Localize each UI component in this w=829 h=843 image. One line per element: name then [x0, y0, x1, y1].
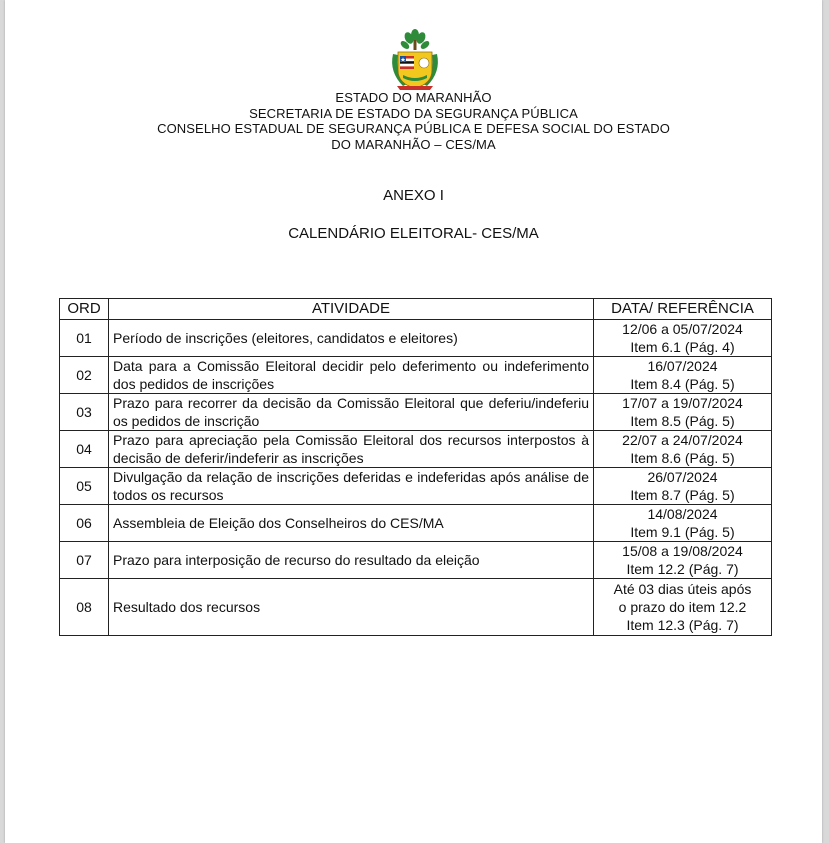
date-cell: [594, 357, 772, 394]
activity-cell: Assembleia de Eleição dos Conselheiros do CES/MA: [109, 505, 594, 542]
date-reference: Item 8.5 (Pág. 5): [630, 413, 735, 429]
table-row: [60, 394, 772, 431]
ord-cell: 02: [60, 357, 109, 394]
date-range: 26/07/2024: [647, 469, 718, 485]
date-range: 16/07/2024: [647, 358, 718, 374]
date-range: 17/07 a 19/07/2024: [622, 395, 743, 411]
table-row: [60, 505, 772, 542]
ord-cell: 08: [60, 579, 109, 636]
maranhao-coat-of-arms-icon: [383, 28, 447, 92]
activity-cell: Período de inscrições (eleitores, candidatos e eleitores): [109, 320, 594, 357]
date-range: 15/08 a 19/08/2024: [622, 543, 743, 559]
table-header-row: [60, 299, 772, 320]
date-reference: Item 8.6 (Pág. 5): [630, 450, 735, 466]
ord-cell: 03: [60, 394, 109, 431]
date-cell: [594, 542, 772, 579]
activity-cell: Prazo para interposição de recurso do resultado da eleição: [109, 542, 594, 579]
date-deadline-continued: o prazo do item 12.2: [618, 599, 747, 615]
calendar-title: CALENDÁRIO ELEITORAL- CES/MA: [288, 225, 539, 242]
ord-cell: 05: [60, 468, 109, 505]
document-header: [5, 90, 822, 152]
date-reference: Item 12.3 (Pág. 7): [626, 617, 739, 633]
date-cell: [594, 505, 772, 542]
date-range: 12/06 a 05/07/2024: [622, 321, 743, 337]
document-page: [5, 0, 822, 843]
column-header-date: DATA/ REFERÊNCIA: [594, 299, 772, 320]
table-row: [60, 468, 772, 505]
date-reference: Item 6.1 (Pág. 4): [630, 339, 735, 355]
ord-cell: 04: [60, 431, 109, 468]
date-reference: Item 9.1 (Pág. 5): [630, 524, 735, 540]
table-row: [60, 579, 772, 636]
date-cell: [594, 579, 772, 636]
date-range: 14/08/2024: [647, 506, 718, 522]
ord-cell: 06: [60, 505, 109, 542]
date-reference: Item 12.2 (Pág. 7): [626, 561, 739, 577]
activity-cell: Prazo para recorrer da decisão da Comissão Eleitoral que deferiu/indeferiu os pedidos de inscrição: [109, 394, 594, 431]
activity-cell: Prazo para apreciação pela Comissão Eleitoral dos recursos interpostos à decisão de deferir/indeferir as inscrições: [109, 431, 594, 468]
date-reference: Item 8.4 (Pág. 5): [630, 376, 735, 392]
activity-cell: Divulgação da relação de inscrições deferidas e indeferidas após análise de todos os recursos: [109, 468, 594, 505]
ord-cell: 01: [60, 320, 109, 357]
activity-cell: Data para a Comissão Eleitoral decidir pelo deferimento ou indeferimento dos pedidos de inscrições: [109, 357, 594, 394]
header-secretariat-line: SECRETARIA DE ESTADO DA SEGURANÇA PÚBLICA: [249, 105, 578, 121]
date-deadline: Até 03 dias úteis após: [613, 581, 752, 597]
date-cell: [594, 468, 772, 505]
header-council-line: CONSELHO ESTADUAL DE SEGURANÇA PÚBLICA E DEFESA SOCIAL DO ESTADO: [157, 121, 670, 136]
date-reference: Item 8.7 (Pág. 5): [630, 487, 735, 503]
header-council-line-continued: DO MARANHÃO – CES/MA: [331, 136, 496, 152]
activity-cell: Resultado dos recursos: [109, 579, 594, 636]
annex-title: ANEXO I: [383, 187, 444, 204]
column-header-activity: ATIVIDADE: [109, 299, 594, 320]
table-row: [60, 431, 772, 468]
electoral-calendar-table: [59, 298, 772, 636]
date-range: 22/07 a 24/07/2024: [622, 432, 743, 448]
date-cell: [594, 320, 772, 357]
ord-cell: 07: [60, 542, 109, 579]
date-cell: [594, 431, 772, 468]
table-row: [60, 357, 772, 394]
table-row: [60, 542, 772, 579]
table-row: [60, 320, 772, 357]
header-state-line: ESTADO DO MARANHÃO: [335, 90, 492, 105]
date-cell: [594, 394, 772, 431]
column-header-ord: ORD: [60, 299, 109, 320]
